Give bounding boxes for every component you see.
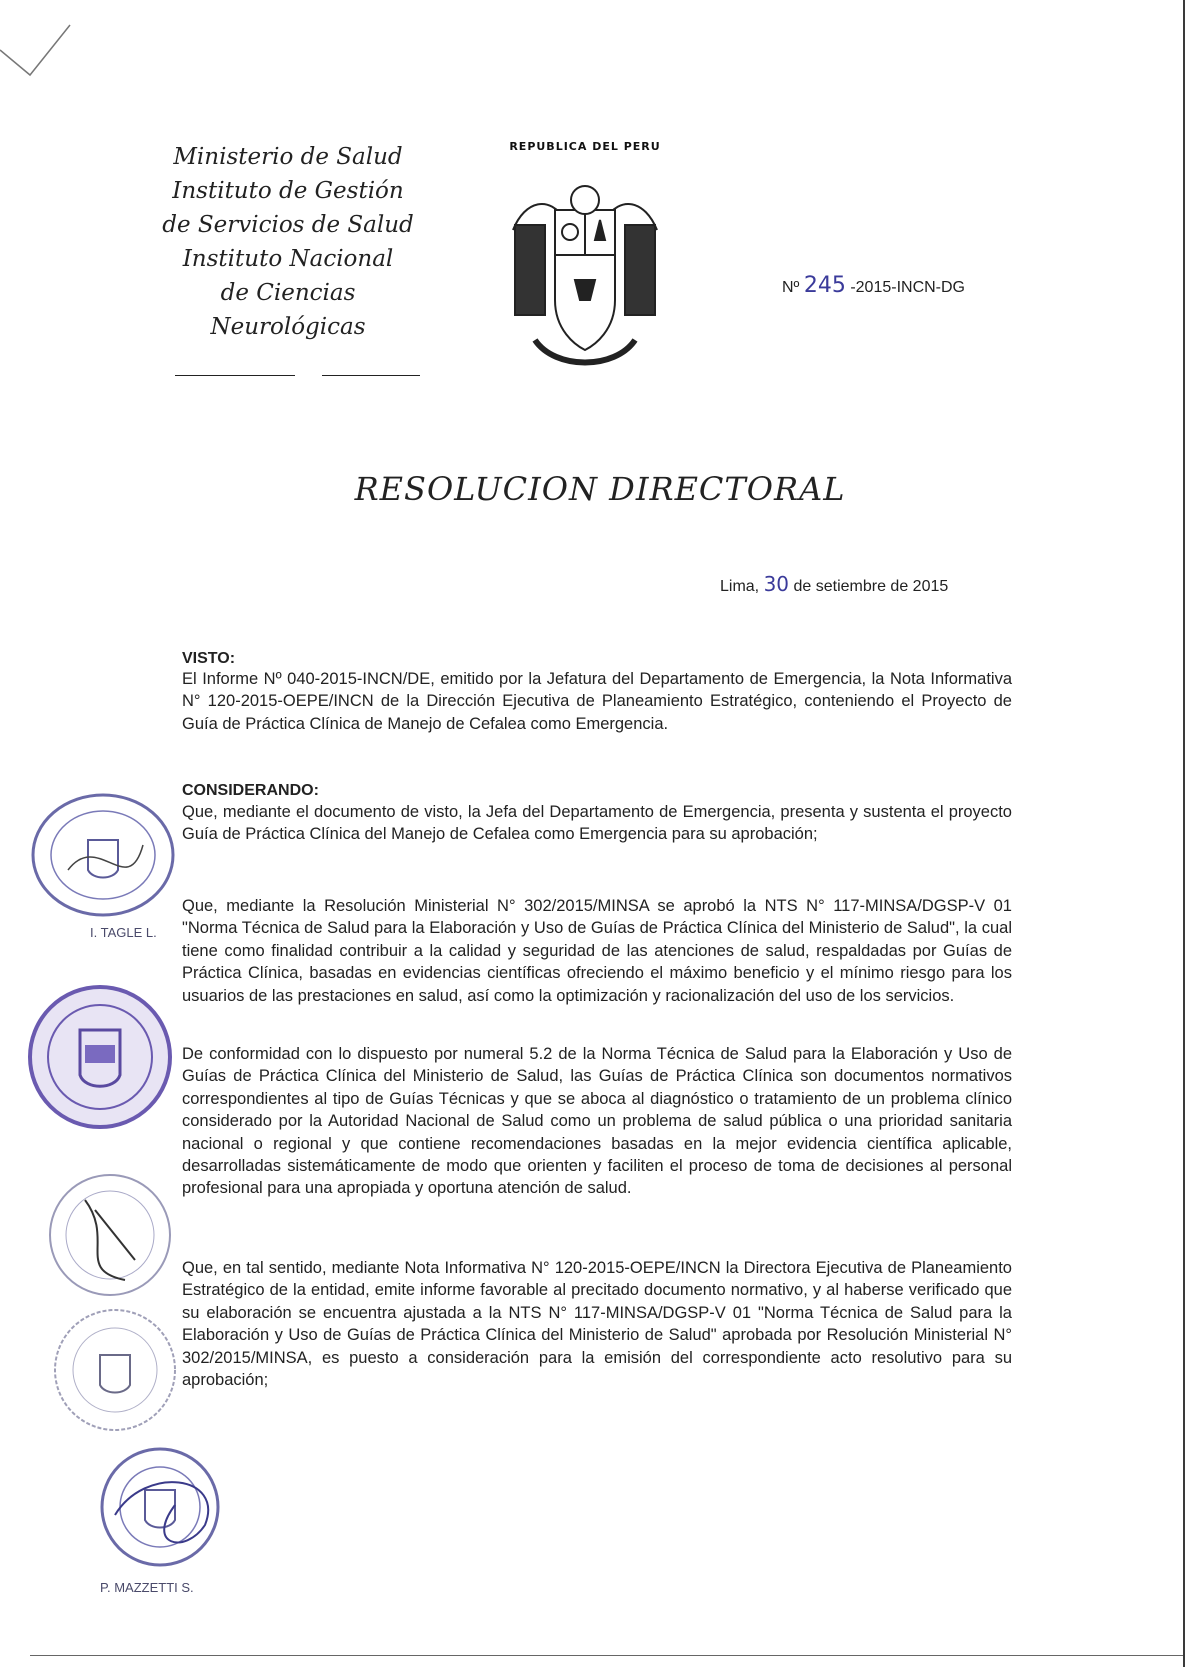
considerando-paragraph: Que, mediante el documento de visto, la Jefa del Departamento de Emergencia, presenta y sustenta el proyecto Guía de Práctica Clínica del Manejo de Cefalea como Emergencia para su aprobación; — [182, 803, 1012, 844]
department-stamp — [25, 985, 175, 1130]
signature-rule — [175, 375, 295, 376]
considerando-paragraph: De conformidad con lo dispuesto por numeral 5.2 de la Norma Técnica de Salud para la Elaboración y Uso de Guías de Práctica Clínica del Ministerio de Salud, las Guías de Práctica Clínica son documentos normativos correspondientes al tipo de Guías Técnicas y que se aboca al diagnóstico o tratamiento de un problema clínico considerado por la Autoridad Nacional de Salud como un problema de salud pública o una prioridad sanitaria nacional o regional y que contiene recomendaciones basadas en la mejor evidencia científica aplicable, desarrolladas sistemáticamente de modo que orienten y faciliten el proceso de toma de decisiones al personal profesional para una apropiada y oportuna atención de salud. — [182, 1045, 1012, 1198]
emblem-caption: REPUBLICA DEL PERU — [509, 140, 661, 153]
document-title: RESOLUCION DIRECTORAL — [354, 470, 846, 508]
visa-stamp — [28, 790, 178, 920]
institution-line: Ministerio de Salud — [173, 144, 403, 170]
institution-line: Instituto Nacional — [182, 246, 394, 272]
resolution-number — [782, 273, 965, 298]
visto-paragraph: El Informe Nº 040-2015-INCN/DE, emitido por la Jefatura del Departamento de Emergencia, la Nota Informativa N° 120-2015-OEPE/INCN de la Dirección Ejecutiva de Planeamiento Estratégico, conteniendo el Proyecto de Guía de Práctica Clínica de Manejo de Cefalea como Emergencia. — [182, 670, 1012, 733]
coat-of-arms-icon — [495, 140, 675, 380]
considerando-heading: CONSIDERANDO: — [182, 782, 319, 799]
considerando-paragraph: Que, mediante la Resolución Ministerial N° 302/2015/MINSA se aprobó la NTS N° 117-MINSA/DGSP-V 01 "Norma Técnica de Salud para la Elaboración y Uso de Guías de Práctica Clínica del Ministerio de Salud", la cual tiene como finalidad contribuir a la calidad y seguridad de las atenciones de salud, respaldadas por Guías de Práctica Clínica, basadas en evidencias científicas ofreciendo el máximo beneficio y el mínimo riesgo para los usuarios de las prestaciones en salud, así como la optimización y racionalización del uso de los servicios. — [182, 897, 1012, 1005]
resolution-number-suffix: -2015-INCN-DG — [850, 279, 965, 296]
stamp-signer-name: P. MAZZETTI S. — [100, 1580, 194, 1595]
considerando-paragraph: Que, en tal sentido, mediante Nota Informativa N° 120-2015-OEPE/INCN la Directora Ejecutiva de Planeamiento Estratégico de la entidad, emite informe favorable al precitado documento normativo, y al haberse verificado que su elaboración se encuentra ajustada a la NTS N° 117-MINSA/DGSP-V 01 "Norma Técnica de Salud para la Elaboración y Uso de Guías de Práctica Clínica del Ministerio de Salud" aprobada por Resolución Ministerial N° 302/2015/MINSA, es puesto a consideración para la emisión del correspondiente acto resolutivo para su aprobación; — [182, 1259, 1012, 1390]
visa-stamp — [50, 1305, 180, 1435]
visa-stamp — [85, 1445, 235, 1570]
visto-heading: VISTO: — [182, 650, 236, 667]
corner-fold-mark — [0, 20, 80, 80]
page-edge — [1183, 0, 1185, 1667]
date-day-handwritten: 30 — [763, 572, 790, 596]
resolution-number-prefix: Nº — [782, 279, 800, 296]
date-line — [720, 572, 948, 596]
stamp-signer-name: I. TAGLE L. — [90, 925, 157, 940]
institution-name-block — [138, 140, 438, 344]
date-rest: de setiembre de 2015 — [793, 578, 949, 595]
date-place: Lima, — [720, 578, 760, 595]
institution-line: Instituto de Gestión — [172, 178, 404, 204]
institution-line: de Servicios de Salud — [162, 212, 414, 238]
visa-stamp — [45, 1170, 175, 1300]
institution-line: Neurológicas — [210, 314, 366, 340]
institution-line: de Ciencias — [220, 280, 356, 306]
page-edge — [30, 1655, 1183, 1656]
signature-rule — [322, 375, 420, 376]
resolution-number-handwritten: 245 — [803, 273, 846, 298]
